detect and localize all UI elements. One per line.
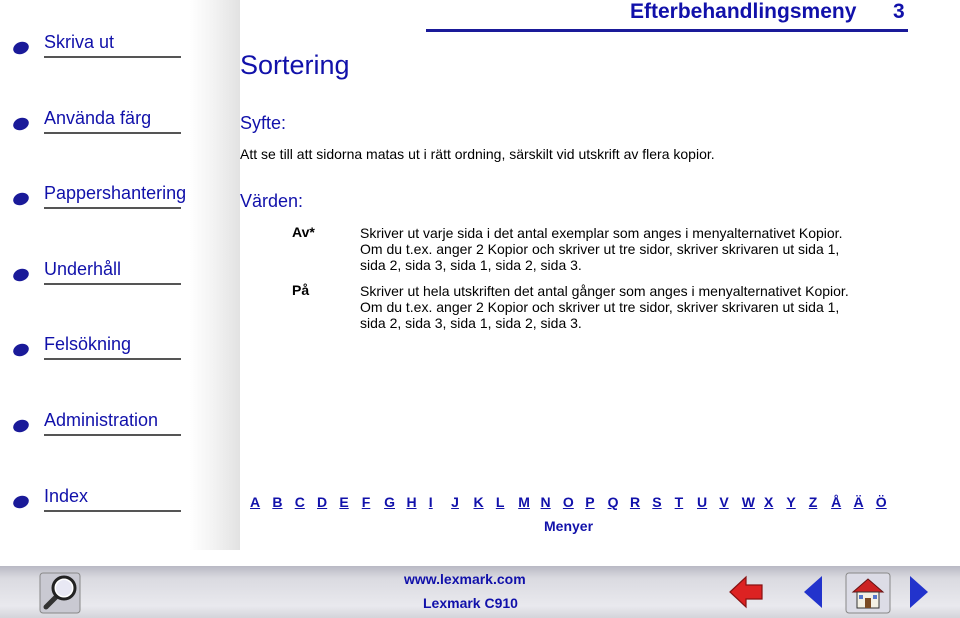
sidebar-item-pappershantering[interactable] [0,176,200,216]
alphabet-link[interactable]: W [741,494,755,510]
divider [44,283,181,285]
website-link[interactable]: www.lexmark.com [404,571,526,587]
alphabet-link[interactable]: K [473,494,484,510]
sidebar-item-index[interactable] [0,479,200,519]
value-name-on: På [292,282,310,298]
sidebar-item-label: Felsökning [44,334,132,354]
bullet-icon [12,268,30,282]
alphabet-link[interactable]: S [652,494,662,510]
sidebar [0,0,240,550]
divider [44,434,181,436]
purpose-text: Att se till att sidorna matas ut i rätt ordning, särskilt vid utskrift av flera kopior. [240,146,715,162]
sidebar-item-underhall[interactable] [0,252,200,292]
alphabet-link[interactable]: E [339,494,349,510]
sidebar-item-label: Skriva ut [44,32,115,52]
sidebar-item-label: Pappershantering [44,183,187,203]
bullet-icon [12,419,30,433]
page-number: 3 [893,0,905,23]
red-arrow-icon[interactable] [728,574,764,610]
divider [44,510,181,512]
alphabet-link[interactable]: T [674,494,684,510]
alphabet-link[interactable]: Ä [853,494,864,510]
sidebar-item-label: Underhåll [44,259,122,279]
menus-link[interactable]: Menyer [544,518,594,534]
alphabet-link[interactable]: N [540,494,551,510]
alphabet-link[interactable]: L [495,494,505,510]
description-line: Om du t.ex. anger 2 Kopior och skriver ut tre sidor, skriver skrivaren ut sida 1, [360,299,840,315]
alphabet-link[interactable]: Z [808,494,818,510]
sidebar-item-label: Använda färg [44,108,152,128]
description-line: Om du t.ex. anger 2 Kopior och skriver ut tre sidor, skriver skrivaren ut sida 1, [360,241,840,257]
divider [44,358,181,360]
description-line: Skriver ut varje sida i det antal exemplar som anges i menyalternativet Kopior. [360,225,843,241]
divider [44,56,181,58]
sidebar-item-skriva-ut[interactable] [0,25,200,65]
back-triangle-icon[interactable] [802,574,824,610]
alphabet-link[interactable]: U [697,494,708,510]
alphabet-link[interactable]: Q [607,494,619,510]
alphabet-link[interactable]: F [361,494,371,510]
sidebar-item-label: Index [44,486,89,506]
alphabet-link[interactable]: M [518,494,530,510]
alphabet-link[interactable]: H [406,494,417,510]
model-name: Lexmark C910 [423,595,518,611]
description-line: sida 2, sida 3, sida 1, sida 2, sida 3. [360,315,582,331]
alphabet-link[interactable]: J [451,494,459,510]
sidebar-item-felsokning[interactable] [0,327,200,367]
alphabet-link[interactable]: Ö [875,494,887,510]
sidebar-item-label: Administration [44,410,159,430]
alphabet-index [250,494,900,514]
values-heading: Värden: [240,191,304,211]
value-name-off: Av* [292,224,315,240]
divider [44,132,181,134]
description-line: Skriver ut hela utskriften det antal gånger som anges i menyalternativet Kopior. [360,283,849,299]
sidebar-item-anvanda-farg[interactable] [0,101,200,141]
bullet-icon [12,41,30,55]
bullet-icon [12,343,30,357]
forward-triangle-icon[interactable] [908,574,930,610]
alphabet-link[interactable]: G [384,494,395,510]
bullet-icon [12,117,30,131]
header-rule [426,29,908,32]
alphabet-link[interactable]: P [585,494,595,510]
page-title: Sortering [240,50,350,80]
home-icon[interactable] [845,572,891,614]
alphabet-link[interactable]: O [562,494,574,510]
alphabet-link[interactable]: D [317,494,328,510]
alphabet-link[interactable]: Å [831,494,842,510]
alphabet-link[interactable]: A [250,494,261,510]
value-description-on [360,283,900,331]
alphabet-link[interactable]: Y [786,494,796,510]
alphabet-link[interactable]: V [719,494,729,510]
alphabet-link[interactable]: B [272,494,283,510]
divider [44,207,181,209]
bullet-icon [12,495,30,509]
section-title: Efterbehandlingsmeny [630,0,857,23]
bullet-icon [12,192,30,206]
value-description-off [360,225,900,273]
alphabet-link[interactable]: I [428,494,433,510]
alphabet-link[interactable]: C [294,494,305,510]
purpose-heading: Syfte: [240,113,287,133]
magnifier-icon[interactable] [38,571,84,615]
sidebar-item-administration[interactable] [0,403,200,443]
footer-bar [0,566,960,618]
alphabet-link[interactable]: R [629,494,641,510]
alphabet-link[interactable]: X [764,494,774,510]
description-line: sida 2, sida 3, sida 1, sida 2, sida 3. [360,257,582,273]
